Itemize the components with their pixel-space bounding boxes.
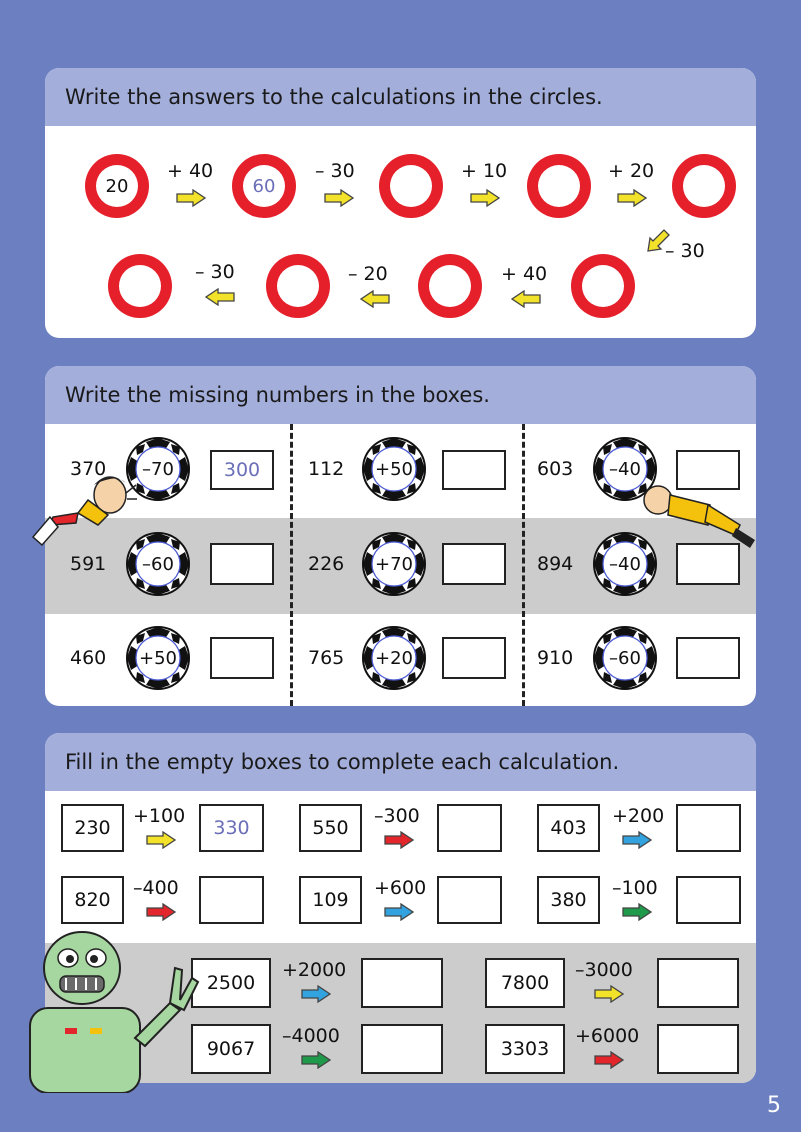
answer-circle [232,154,296,218]
start-box: 550 [299,804,362,852]
answer-box[interactable] [437,876,502,924]
answer-box[interactable] [361,1024,443,1074]
operation-label: –400 [133,877,179,899]
right-arrow-icon [622,831,652,849]
operation-label: –60 [609,647,641,669]
answer-circle [527,154,591,218]
answer-box[interactable]: 300 [210,450,274,490]
operation-label: –70 [142,458,174,480]
answer-box[interactable] [361,958,443,1008]
operation-label: + 20 [608,160,655,182]
answer-circle [571,254,635,318]
answer-box[interactable] [676,876,741,924]
circles-exercise-title: Write the answers to the calculations in the circles. [45,68,756,126]
start-box: 230 [61,804,124,852]
answer-circle-value[interactable] [683,165,725,207]
start-box: 380 [537,876,600,924]
start-number: 765 [308,647,345,669]
column-divider [522,424,525,706]
right-arrow-icon [146,903,176,921]
answer-circle [418,254,482,318]
start-box: 3303 [485,1024,565,1074]
diving-girl-illustration [28,455,138,555]
operation-label: +50 [139,647,177,669]
answer-circle-value[interactable] [538,165,580,207]
answer-circle-value[interactable] [119,265,161,307]
answer-circle [379,154,443,218]
answer-circle [672,154,736,218]
start-number: 591 [70,553,107,575]
right-arrow-icon [176,189,206,207]
robot-illustration [20,928,200,1093]
answer-circle [85,154,149,218]
complete-calculation-title: Fill in the empty boxes to complete each calculation. [45,733,756,791]
answer-circle [108,254,172,318]
answer-box[interactable] [442,543,506,585]
operation-label: –100 [612,877,658,899]
answer-circle-value[interactable] [277,265,319,307]
start-box: 820 [61,876,124,924]
start-box: 9067 [191,1024,271,1074]
answer-box[interactable]: 330 [199,804,264,852]
operation-label: + 10 [461,160,508,182]
operation-label: +600 [374,877,427,899]
operation-label: –300 [374,805,420,827]
circles-exercise-panel [45,68,756,338]
right-arrow-icon [622,903,652,921]
answer-box[interactable] [437,804,502,852]
left-arrow-icon [360,290,390,308]
operation-label: –40 [609,458,641,480]
start-number: 894 [537,553,574,575]
right-arrow-icon [146,831,176,849]
operation-label: +100 [133,805,186,827]
start-number: 460 [70,647,107,669]
operation-label: +6000 [575,1025,640,1047]
answer-box[interactable] [676,637,740,679]
right-arrow-icon [301,985,331,1003]
right-arrow-icon [384,903,414,921]
operation-label: –60 [142,553,174,575]
answer-box[interactable] [210,543,274,585]
page-number: 5 [767,1093,781,1118]
start-number: 112 [308,458,345,480]
right-arrow-icon [594,985,624,1003]
operation-label: –4000 [282,1025,340,1047]
operation-label: +2000 [282,959,347,981]
left-arrow-icon [205,288,235,306]
start-box: 109 [299,876,362,924]
operation-label: – 30 [315,160,355,182]
answer-circle-value[interactable] [582,265,624,307]
start-box: 7800 [485,958,565,1008]
operation-label: +20 [375,647,413,669]
start-number: 910 [537,647,574,669]
operation-label: + 40 [167,160,214,182]
right-arrow-icon [324,189,354,207]
start-number: 603 [537,458,574,480]
operation-label: +70 [375,553,413,575]
answer-box[interactable] [199,876,264,924]
answer-box[interactable] [210,637,274,679]
right-arrow-icon [594,1051,624,1069]
operation-label: –3000 [575,959,633,981]
answer-circle-value[interactable] [390,165,432,207]
right-arrow-icon [301,1051,331,1069]
operation-label: +200 [612,805,665,827]
operation-label: –40 [609,553,641,575]
answer-box[interactable] [442,637,506,679]
answer-circle-value[interactable] [429,265,471,307]
left-arrow-icon [511,290,541,308]
operation-label: – 30 [195,261,235,283]
operation-label: + 40 [501,263,548,285]
start-box: 2500 [191,958,271,1008]
answer-box[interactable] [657,958,739,1008]
answer-circle-value[interactable]: 20 [96,165,138,207]
right-arrow-icon [617,189,647,207]
answer-circle-value[interactable]: 60 [243,165,285,207]
answer-box[interactable] [657,1024,739,1074]
answer-box[interactable] [442,450,506,490]
right-arrow-icon [384,831,414,849]
operation-label: – 20 [348,263,388,285]
goalkeeper-illustration [640,480,760,550]
operation-label: +50 [375,458,413,480]
answer-box[interactable] [676,804,741,852]
column-divider [290,424,293,706]
operation-label: – 30 [665,240,705,262]
answer-circle [266,254,330,318]
start-box: 403 [537,804,600,852]
missing-numbers-title: Write the missing numbers in the boxes. [45,366,756,424]
right-arrow-icon [470,189,500,207]
start-number: 370 [70,458,107,480]
start-number: 226 [308,553,345,575]
